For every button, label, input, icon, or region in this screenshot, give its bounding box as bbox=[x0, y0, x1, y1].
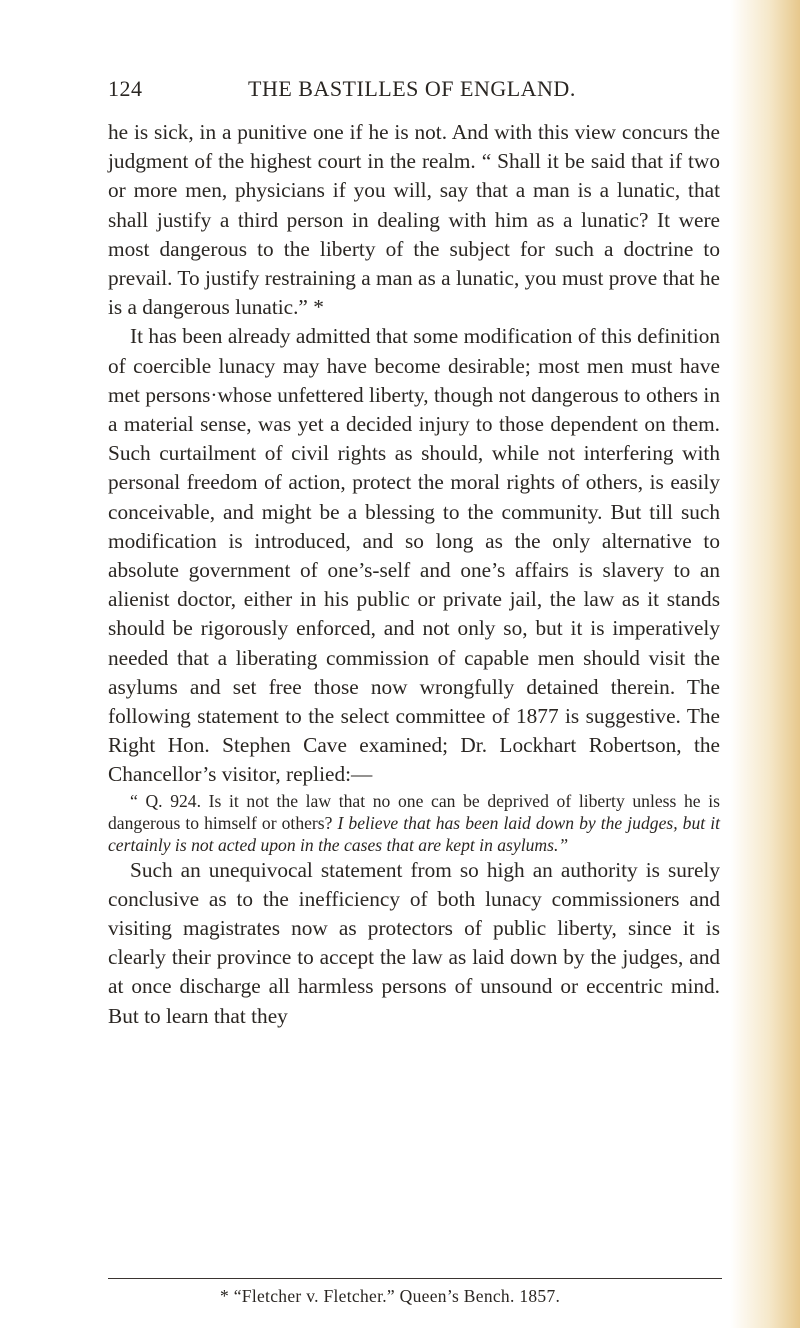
quote-question: “ Q. 924. Is it not the law that no one can be deprived of liberty unless he is dangerous to himself or others? bbox=[108, 790, 720, 833]
quote-answer: I believe that has been laid down by the judges, but it certainly is not acted upon in the cases that are kept in asylums.” bbox=[108, 812, 720, 855]
running-head: THE BASTILLES OF ENGLAND. bbox=[248, 76, 576, 101]
footnote-divider bbox=[108, 1278, 722, 1279]
paragraph-1: he is sick, in a punitive one if he is not. And with this view concurs the judgment of the highest court in the realm. “ Shall it be said that if two or more men, physicians if you will, say that a man is a lunatic, that shall justify a third person in dealing with him as a lunatic? It were most dangerous to the liberty of the subject for such a doctrine to prevail. To justify restraining a man as a lunatic, you must prove that he is a dangerous lunatic.” * bbox=[108, 120, 720, 320]
footnote: * “Fletcher v. Fletcher.” Queen’s Bench. 1857. bbox=[220, 1286, 561, 1306]
paragraph-3: Such an unequivocal statement from so high an authority is surely conclusive as to the inefficiency of both lunacy commissioners and visiting magistrates now as protectors of public liberty, since it is clearly their province to accept the law as laid down by the judges, and at once discharge all harmless persons of unsound or eccentric mind. But to learn that they bbox=[108, 857, 720, 1028]
page-header bbox=[108, 72, 728, 108]
body-text bbox=[108, 118, 720, 1031]
quoted-testimony bbox=[108, 790, 720, 856]
page-edge-shading bbox=[730, 0, 800, 1328]
page-number: 124 bbox=[108, 76, 143, 101]
paragraph-2: It has been already admitted that some modification of this definition of coercible lunacy may have become desirable; most men must have met persons·whose unfettered liberty, though not dangerous to others in a material sense, was yet a decided injury to those dependent on them. Such curtailment of civil rights as should, while not interfering with personal freedom of action, protect the moral rights of others, is easily conceivable, and might be a blessing to the community. But till such modification is introduced, and so long as the only alternative to absolute government of one’s-self and one’s affairs is slavery to an alienist doctor, either in his public or private jail, the law as it stands should be rigorously enforced, and not only so, but it is imperatively needed that a liberating commission of capable men should visit the asylums and set free those now wrongfully detained therein. The following statement to the select committee of 1877 is suggestive. The Right Hon. Stephen Cave examined; Dr. Lockhart Robertson, the Chancellor’s visitor, replied:— bbox=[108, 324, 720, 787]
